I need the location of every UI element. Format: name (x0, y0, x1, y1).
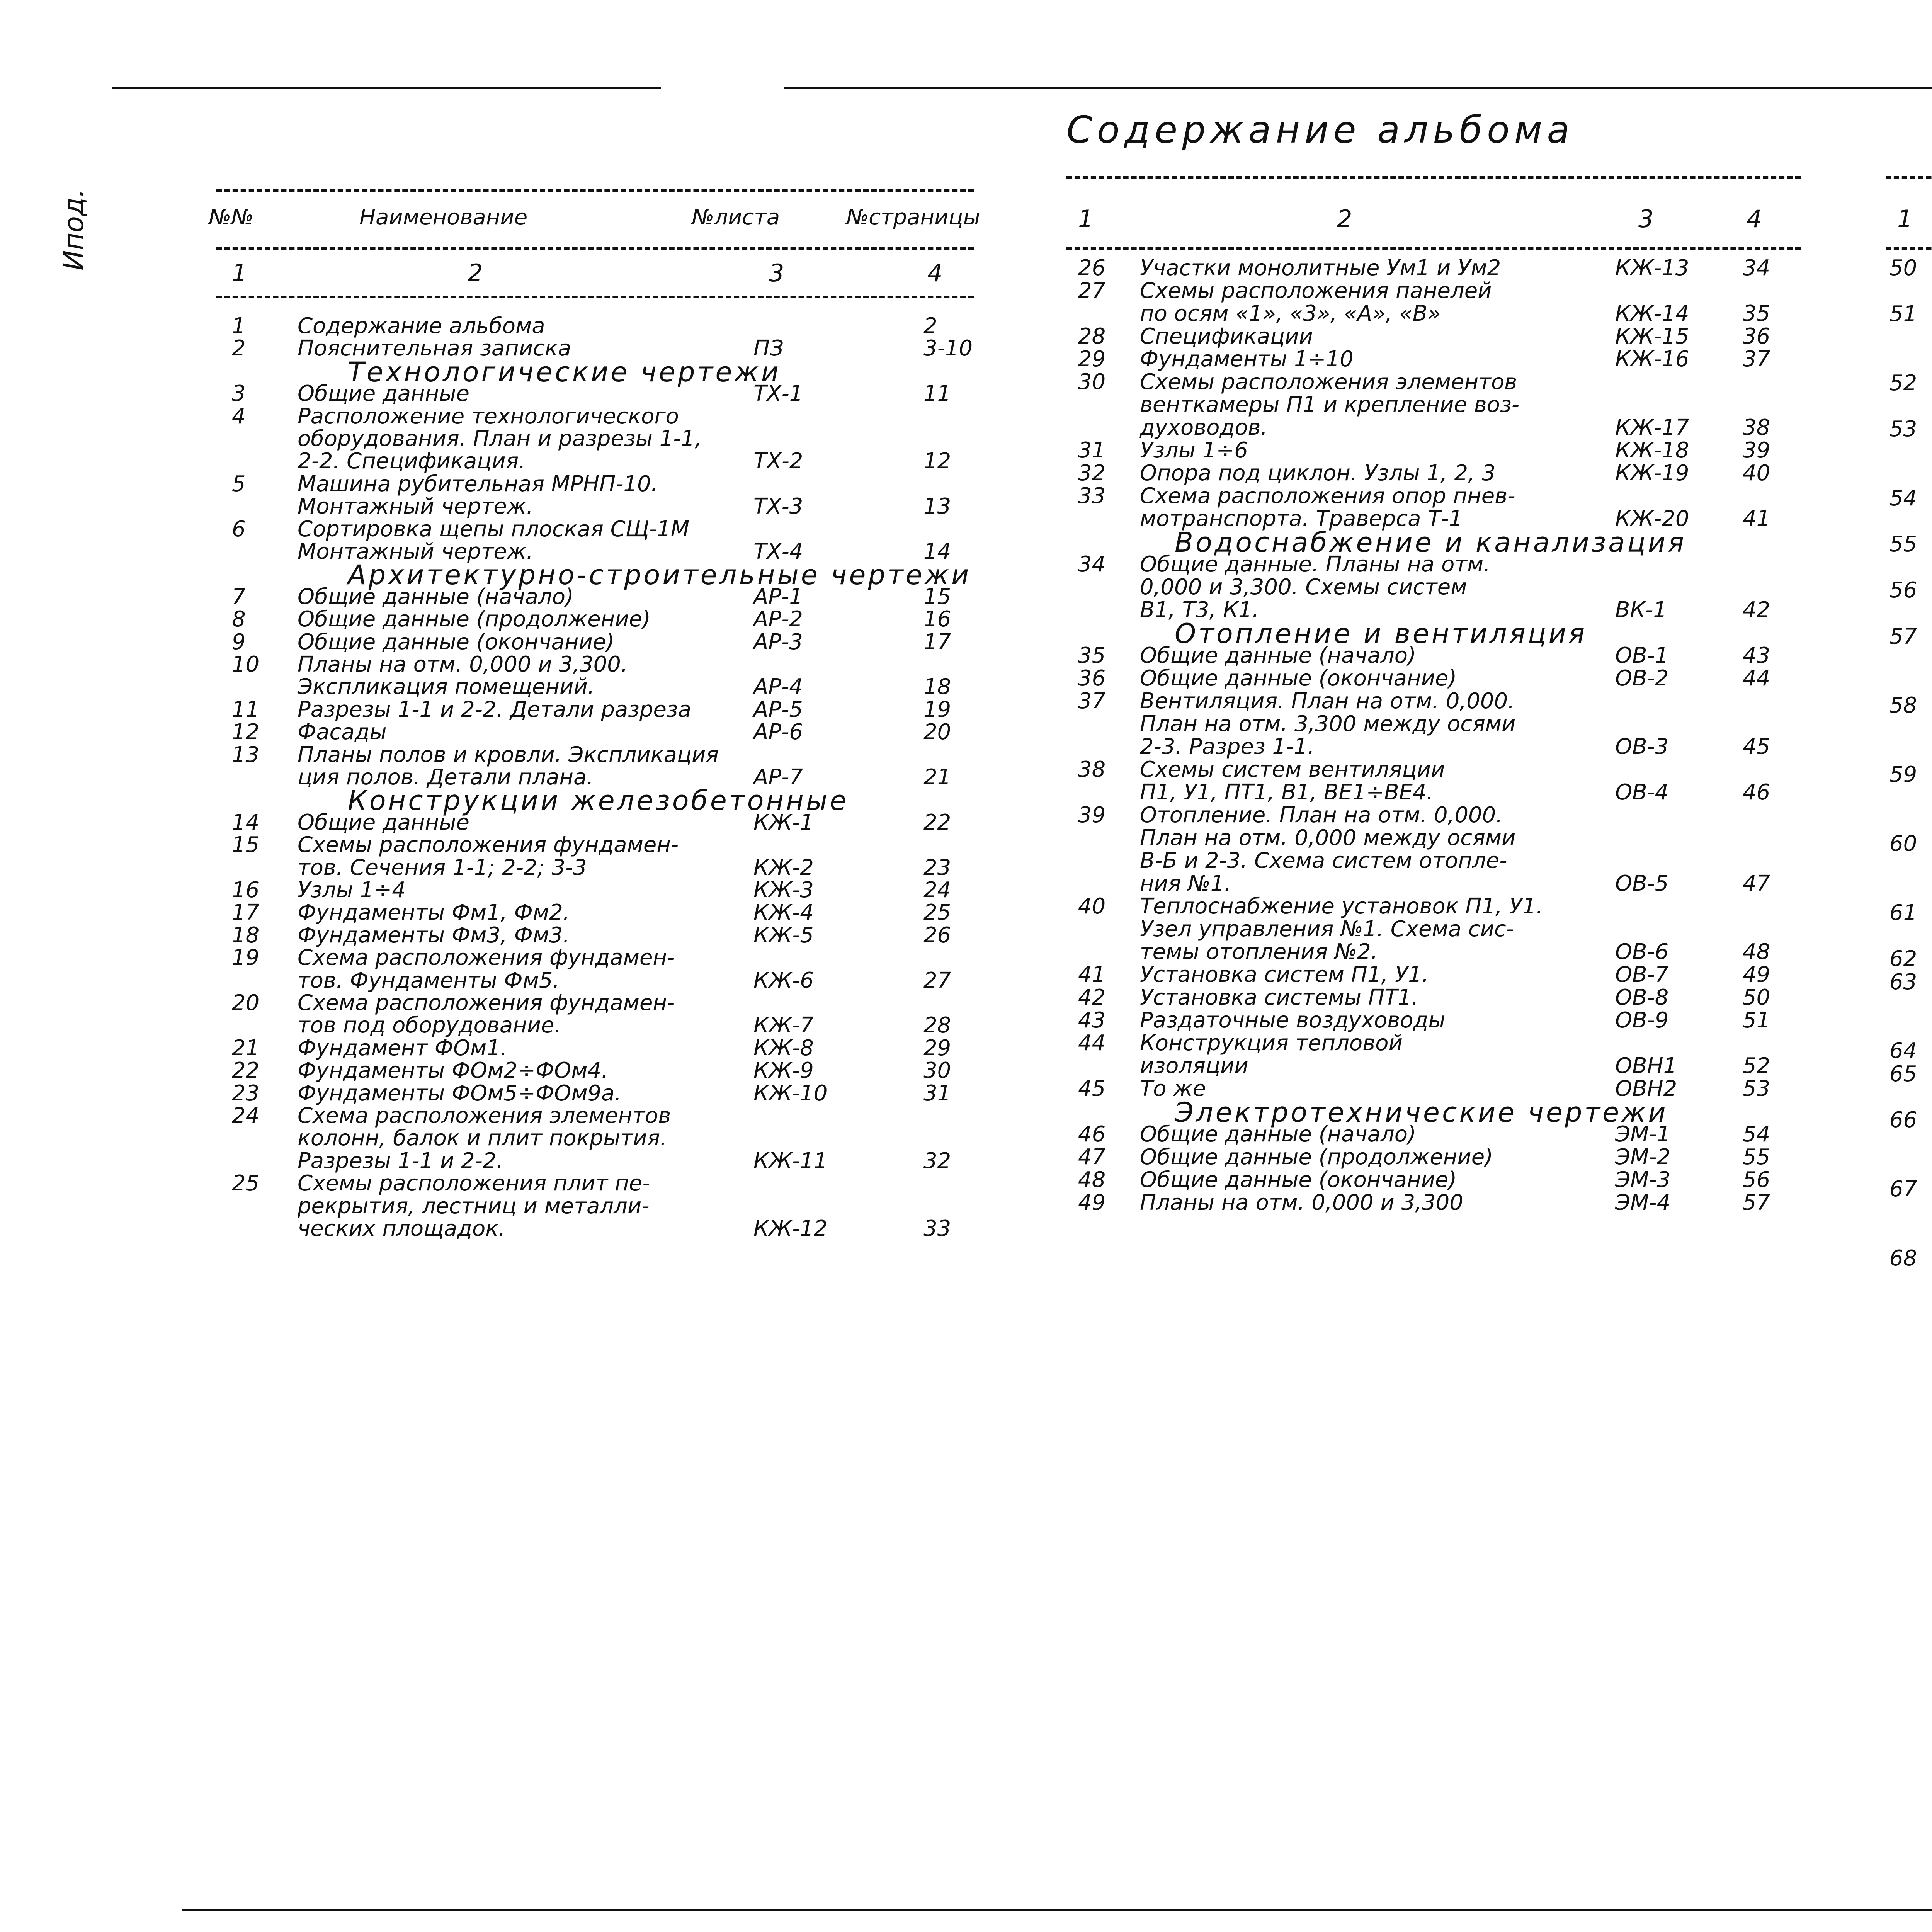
middle-row-number: 42 (1078, 985, 1106, 1010)
left-row-sheet: КЖ-9 (753, 1058, 814, 1083)
left-row-number: 18 (232, 922, 260, 948)
left-colnum-1: 1 (232, 259, 247, 287)
right-row-number: 63 (1889, 969, 1917, 995)
right-row-number: 52 (1889, 371, 1917, 396)
middle-row-title-line: Общие данные. Планы на отм. (1140, 552, 1491, 577)
left-row-sheet: КЖ-5 (753, 922, 814, 948)
middle-row-title-line: Общие данные (окончание) (1140, 1167, 1457, 1192)
left-row-page: 11 (923, 381, 951, 406)
middle-row-page: 36 (1743, 324, 1770, 349)
middle-row-page: 55 (1743, 1145, 1770, 1170)
left-row-page: 31 (923, 1080, 951, 1106)
left-row-sheet: КЖ-11 (753, 1148, 828, 1173)
left-row-sheet: КЖ-3 (753, 878, 814, 903)
left-row-title-line: Узлы 1÷4 (298, 878, 406, 903)
middle-row-title-line: Схемы систем вентиляции (1140, 757, 1445, 782)
left-row-title-line: Фасады (298, 719, 387, 745)
middle-row-page: 44 (1743, 666, 1770, 691)
left-row-page: 27 (923, 968, 951, 993)
middle-row-page: 49 (1743, 962, 1770, 987)
top-border-left (112, 87, 661, 89)
middle-row-sheet: КЖ-15 (1615, 324, 1689, 349)
middle-row-title-line: То же (1140, 1076, 1206, 1101)
left-header-number: №№ (209, 205, 254, 230)
left-row-title-line: тов. Сечения 1-1; 2-2; 3-3 (298, 855, 587, 880)
left-row-sheet: КЖ-6 (753, 968, 814, 993)
middle-row-sheet: ОВ-9 (1615, 1008, 1669, 1033)
left-row-title-line: Пояснительная записка (298, 336, 571, 361)
left-table-header-line (216, 247, 974, 250)
middle-row-title-line: Отопление. План на отм. 0,000. (1140, 803, 1503, 828)
middle-row-title-line: венткамеры П1 и крепление воз- (1140, 392, 1520, 417)
left-row-title-line: Общие данные (окончание) (298, 629, 615, 655)
right-colnum-1: 1 (1897, 205, 1913, 233)
right-table-top-line (1886, 176, 1932, 179)
middle-row-sheet: ОВ-3 (1615, 734, 1669, 759)
middle-row-title-line: Схемы расположения панелей (1140, 278, 1492, 303)
middle-row-number: 35 (1078, 643, 1106, 668)
left-row-sheet: АР-7 (753, 765, 803, 790)
left-row-sheet: КЖ-4 (753, 900, 814, 925)
left-row-page: 24 (923, 878, 951, 903)
middle-row-page: 50 (1743, 985, 1770, 1010)
left-row-page: 13 (923, 494, 951, 519)
left-row-sheet: ТХ-1 (753, 381, 803, 406)
left-row-number: 24 (232, 1103, 260, 1128)
middle-row-page: 37 (1743, 347, 1770, 372)
middle-row-number: 34 (1078, 552, 1106, 577)
middle-row-title-line: 0,000 и 3,300. Схемы систем (1140, 575, 1467, 600)
middle-row-page: 53 (1743, 1076, 1770, 1101)
middle-row-title-line: изоляции (1140, 1053, 1248, 1078)
right-row-number: 61 (1889, 900, 1917, 925)
left-row-title-line: ческих площадок. (298, 1216, 505, 1241)
left-row-title-line: Фундамент ФОм1. (298, 1035, 507, 1061)
left-row-page: 23 (923, 855, 951, 880)
left-row-sheet: КЖ-8 (753, 1035, 814, 1061)
left-row-page: 22 (923, 810, 951, 835)
middle-row-sheet: ОВ-8 (1615, 985, 1669, 1010)
left-row-number: 25 (232, 1171, 260, 1196)
left-row-number: 10 (232, 652, 260, 677)
left-row-title-line: Машина рубительная МРНП-10. (298, 471, 658, 497)
left-row-title-line: 2-2. Спецификация. (298, 449, 526, 474)
middle-row-title-line: Схема расположения опор пнев- (1140, 483, 1515, 509)
right-row-number: 51 (1889, 301, 1917, 327)
left-row-page: 29 (923, 1035, 951, 1061)
middle-row-title-line: 2-3. Разрез 1-1. (1140, 734, 1315, 759)
left-row-page: 2 (923, 313, 937, 338)
left-row-sheet: КЖ-7 (753, 1013, 814, 1038)
left-table-top-line (216, 189, 974, 192)
right-row-number: 50 (1889, 255, 1917, 281)
left-row-number: 3 (232, 381, 246, 406)
left-row-page: 26 (923, 922, 951, 948)
middle-row-title-line: Опора под циклон. Узлы 1, 2, 3 (1140, 461, 1496, 486)
left-row-title-line: Фундаменты ФОм2÷ФОм4. (298, 1058, 608, 1083)
middle-row-title-line: Общие данные (окончание) (1140, 666, 1457, 691)
middle-row-number: 37 (1078, 689, 1106, 714)
middle-row-sheet: КЖ-16 (1615, 347, 1689, 372)
middle-row-sheet: ОВ-5 (1615, 871, 1669, 896)
left-row-sheet: ТХ-3 (753, 494, 803, 519)
left-row-page: 16 (923, 607, 951, 632)
middle-row-sheet: ОВН1 (1615, 1053, 1677, 1078)
middle-table-top-line (1066, 176, 1801, 179)
middle-row-page: 51 (1743, 1008, 1770, 1033)
middle-row-page: 42 (1743, 597, 1770, 622)
middle-row-title-line: Общие данные (начало) (1140, 643, 1416, 668)
middle-row-title-line: Узел управления №1. Схема сис- (1140, 917, 1514, 942)
left-row-sheet: ПЗ (753, 336, 784, 361)
right-row-number: 65 (1889, 1061, 1917, 1087)
middle-row-page: 46 (1743, 780, 1770, 805)
left-row-number: 8 (232, 607, 246, 632)
middle-row-sheet: ОВ-2 (1615, 666, 1669, 691)
left-row-title-line: Содержание альбома (298, 313, 545, 338)
left-row-sheet: АР-4 (753, 674, 803, 700)
middle-row-sheet: ОВ-6 (1615, 939, 1669, 964)
left-row-number: 21 (232, 1035, 260, 1061)
left-row-number: 5 (232, 471, 246, 497)
left-section-heading: Архитектурно-строительные чертежи (348, 559, 971, 591)
middle-table-header-line (1066, 247, 1801, 250)
middle-row-title-line: В1, Т3, К1. (1140, 597, 1259, 622)
left-row-page: 30 (923, 1058, 951, 1083)
middle-section-heading: Водоснабжение и канализация (1175, 527, 1687, 558)
left-row-number: 4 (232, 403, 246, 429)
left-table-colnum-line (216, 296, 974, 298)
left-row-title-line: Общие данные (начало) (298, 584, 574, 609)
left-colnum-2: 2 (468, 259, 483, 287)
left-section-heading: Технологические чертежи (348, 356, 781, 388)
middle-row-title-line: Схемы расположения элементов (1140, 369, 1517, 395)
left-row-title-line: Монтажный чертеж. (298, 494, 534, 519)
middle-row-number: 44 (1078, 1031, 1106, 1056)
left-row-page: 25 (923, 900, 951, 925)
inventory-label: Ипод. (58, 189, 90, 270)
left-row-number: 13 (232, 742, 260, 767)
left-row-page: 17 (923, 629, 951, 655)
right-table-header-line (1886, 247, 1932, 250)
left-row-sheet: АР-1 (753, 584, 803, 609)
middle-row-title-line: В-Б и 2-3. Схема систем отопле- (1140, 848, 1507, 873)
right-row-number: 62 (1889, 946, 1917, 971)
middle-row-title-line: Узлы 1÷6 (1140, 438, 1248, 463)
middle-row-title-line: Установка системы ПТ1. (1140, 985, 1418, 1010)
middle-row-page: 52 (1743, 1053, 1770, 1078)
left-row-page: 33 (923, 1216, 951, 1241)
left-row-sheet: АР-3 (753, 629, 803, 655)
left-row-number: 12 (232, 719, 260, 745)
top-border-right (784, 87, 1932, 89)
middle-row-number: 33 (1078, 483, 1106, 509)
middle-row-title-line: Участки монолитные Ум1 и Ум2 (1140, 255, 1501, 281)
middle-row-page: 34 (1743, 255, 1770, 281)
middle-row-title-line: по осям «1», «3», «А», «В» (1140, 301, 1441, 326)
left-row-page: 20 (923, 719, 951, 745)
middle-row-number: 31 (1078, 438, 1106, 463)
middle-row-page: 56 (1743, 1167, 1770, 1192)
middle-row-page: 57 (1743, 1190, 1770, 1215)
middle-row-sheet: КЖ-14 (1615, 301, 1689, 326)
middle-row-page: 45 (1743, 734, 1770, 759)
middle-row-number: 32 (1078, 461, 1106, 486)
middle-row-sheet: ОВ-1 (1615, 643, 1669, 668)
middle-row-title-line: План на отм. 3,300 между осями (1140, 711, 1516, 736)
left-row-sheet: АР-5 (753, 697, 803, 722)
left-row-title-line: рекрытия, лестниц и металли- (298, 1193, 650, 1219)
middle-row-sheet: ОВ-7 (1615, 962, 1669, 987)
middle-row-number: 30 (1078, 369, 1106, 395)
left-row-page: 12 (923, 449, 951, 474)
left-row-number: 22 (232, 1058, 260, 1083)
left-row-title-line: Общие данные (298, 381, 469, 406)
left-row-title-line: Фундаменты ФОм5÷ФОм9а. (298, 1080, 622, 1106)
left-row-sheet: АР-6 (753, 719, 803, 745)
right-row-number: 68 (1889, 1245, 1917, 1271)
middle-row-page: 41 (1743, 506, 1770, 531)
middle-row-sheet: ЭМ-2 (1615, 1145, 1671, 1170)
left-row-title-line: Фундаменты Фм3, Фм3. (298, 922, 570, 948)
left-row-number: 7 (232, 584, 246, 609)
left-row-title-line: тов. Фундаменты Фм5. (298, 968, 560, 993)
right-row-number: 66 (1889, 1107, 1917, 1133)
middle-row-number: 38 (1078, 757, 1106, 782)
right-row-number: 64 (1889, 1038, 1917, 1064)
left-row-title-line: тов под оборудование. (298, 1013, 561, 1038)
left-row-title-line: Планы на отм. 0,000 и 3,300. (298, 652, 628, 677)
left-row-sheet: ТХ-2 (753, 449, 803, 474)
left-row-title-line: Разрезы 1-1 и 2-2. (298, 1148, 503, 1173)
middle-row-sheet: КЖ-19 (1615, 461, 1689, 486)
middle-row-number: 27 (1078, 278, 1106, 303)
middle-row-title-line: мотранспорта. Траверса Т-1 (1140, 506, 1463, 531)
middle-section-heading: Отопление и вентиляция (1175, 618, 1587, 650)
middle-row-sheet: ЭМ-1 (1615, 1122, 1671, 1147)
middle-row-page: 40 (1743, 461, 1770, 486)
middle-section-heading: Электротехнические чертежи (1175, 1097, 1668, 1128)
left-row-title-line: Общие данные (298, 810, 469, 835)
left-row-sheet: КЖ-2 (753, 855, 814, 880)
left-row-page: 32 (923, 1148, 951, 1173)
left-row-number: 19 (232, 945, 260, 971)
middle-row-sheet: ЭМ-4 (1615, 1190, 1671, 1215)
left-row-page: 28 (923, 1013, 951, 1038)
left-row-number: 14 (232, 810, 260, 835)
left-row-number: 16 (232, 878, 260, 903)
left-row-title-line: Схемы расположения плит пе- (298, 1171, 650, 1196)
left-row-title-line: Сортировка щепы плоская СЩ-1М (298, 516, 690, 542)
left-row-title-line: колонн, балок и плит покрытия. (298, 1126, 667, 1151)
middle-row-title-line: Спецификации (1140, 324, 1313, 349)
middle-row-number: 26 (1078, 255, 1106, 281)
left-colnum-3: 3 (769, 259, 784, 287)
middle-row-sheet: ОВН2 (1615, 1076, 1677, 1101)
left-row-page: 19 (923, 697, 951, 722)
right-row-number: 55 (1889, 532, 1917, 557)
left-row-sheet: КЖ-1 (753, 810, 814, 835)
left-row-title-line: Схема расположения фундамен- (298, 990, 675, 1015)
left-row-number: 23 (232, 1080, 260, 1106)
middle-row-page: 38 (1743, 415, 1770, 440)
left-row-sheet: КЖ-12 (753, 1216, 828, 1241)
middle-colnum-4: 4 (1747, 205, 1762, 233)
middle-row-title-line: Фундаменты 1÷10 (1140, 347, 1354, 372)
left-row-number: 1 (232, 313, 246, 338)
right-row-number: 60 (1889, 831, 1917, 856)
middle-row-number: 28 (1078, 324, 1106, 349)
middle-row-number: 29 (1078, 347, 1106, 372)
left-row-title-line: Схемы расположения фундамен- (298, 832, 679, 858)
middle-row-number: 43 (1078, 1008, 1106, 1033)
middle-row-title-line: духоводов. (1140, 415, 1268, 440)
left-row-number: 2 (232, 336, 246, 361)
left-row-sheet: АР-2 (753, 607, 803, 632)
left-row-page: 18 (923, 674, 951, 700)
middle-row-number: 49 (1078, 1190, 1106, 1215)
middle-row-title-line: План на отм. 0,000 между осями (1140, 825, 1516, 850)
left-row-number: 9 (232, 629, 246, 655)
middle-colnum-1: 1 (1078, 205, 1094, 233)
left-row-title-line: Экспликация помещений. (298, 674, 595, 700)
middle-row-sheet: ВК-1 (1615, 597, 1667, 622)
left-row-title-line: Схема расположения фундамен- (298, 945, 675, 971)
middle-colnum-3: 3 (1638, 205, 1654, 233)
bottom-border (182, 1909, 1932, 1911)
middle-row-title-line: Планы на отм. 0,000 и 3,300 (1140, 1190, 1463, 1215)
middle-row-number: 40 (1078, 894, 1106, 919)
right-row-number: 67 (1889, 1177, 1917, 1202)
right-row-number: 53 (1889, 417, 1917, 442)
middle-row-number: 47 (1078, 1145, 1106, 1170)
middle-row-title-line: темы отопления №2. (1140, 939, 1378, 964)
middle-row-sheet: КЖ-17 (1615, 415, 1689, 440)
left-section-heading: Конструкции железобетонные (348, 785, 849, 817)
left-row-title-line: Общие данные (продолжение) (298, 607, 651, 632)
left-row-title-line: Планы полов и кровли. Экспликация (298, 742, 719, 767)
middle-row-number: 36 (1078, 666, 1106, 691)
left-row-sheet: КЖ-10 (753, 1080, 828, 1106)
right-row-number: 58 (1889, 693, 1917, 718)
middle-row-title-line: Вентиляция. План на отм. 0,000. (1140, 689, 1515, 714)
left-colnum-4: 4 (927, 259, 943, 287)
left-row-page: 21 (923, 765, 951, 790)
middle-row-sheet: ЭМ-3 (1615, 1167, 1671, 1192)
middle-row-page: 54 (1743, 1122, 1770, 1147)
left-row-title-line: Фундаменты Фм1, Фм2. (298, 900, 570, 925)
left-row-number: 17 (232, 900, 260, 925)
middle-row-page: 47 (1743, 871, 1770, 896)
middle-row-title-line: Раздаточные воздуховоды (1140, 1008, 1446, 1033)
middle-row-sheet: ОВ-4 (1615, 780, 1669, 805)
left-row-page: 14 (923, 539, 951, 564)
right-row-number: 54 (1889, 486, 1917, 511)
middle-row-sheet: КЖ-13 (1615, 255, 1689, 281)
left-header-name: Наименование (359, 205, 528, 230)
middle-row-number: 45 (1078, 1076, 1106, 1101)
right-row-number: 57 (1889, 624, 1917, 649)
page-title: Содержание альбома (1066, 108, 1575, 151)
right-row-number: 56 (1889, 578, 1917, 603)
left-row-number: 20 (232, 990, 260, 1015)
middle-row-number: 41 (1078, 962, 1106, 987)
left-header-sheet: №листа (692, 205, 780, 230)
right-row-number: 59 (1889, 762, 1917, 787)
left-row-number: 15 (232, 832, 260, 858)
middle-row-number: 39 (1078, 803, 1106, 828)
left-row-title-line: Разрезы 1-1 и 2-2. Детали разреза (298, 697, 692, 722)
left-row-title-line: Монтажный чертеж. (298, 539, 534, 564)
middle-row-title-line: Конструкция тепловой (1140, 1031, 1403, 1056)
left-header-page: №страницы (846, 205, 980, 230)
left-row-title-line: оборудования. План и разрезы 1-1, (298, 426, 702, 451)
middle-row-title-line: ния №1. (1140, 871, 1231, 896)
left-row-sheet: ТХ-4 (753, 539, 803, 564)
middle-row-title-line: Общие данные (начало) (1140, 1122, 1416, 1147)
middle-row-number: 48 (1078, 1167, 1106, 1192)
middle-row-page: 35 (1743, 301, 1770, 326)
middle-row-page: 48 (1743, 939, 1770, 964)
middle-row-title-line: Установка систем П1, У1. (1140, 962, 1429, 987)
middle-row-page: 39 (1743, 438, 1770, 463)
left-row-title-line: ция полов. Детали плана. (298, 765, 594, 790)
middle-row-title-line: Теплоснабжение установок П1, У1. (1140, 894, 1543, 919)
middle-row-page: 43 (1743, 643, 1770, 668)
left-row-page: 3-10 (923, 336, 973, 361)
middle-row-title-line: П1, У1, ПТ1, В1, ВЕ1÷ВЕ4. (1140, 780, 1434, 805)
middle-row-sheet: КЖ-18 (1615, 438, 1689, 463)
left-row-page: 15 (923, 584, 951, 609)
middle-row-title-line: Общие данные (продолжение) (1140, 1145, 1493, 1170)
left-row-number: 6 (232, 516, 246, 542)
middle-row-number: 46 (1078, 1122, 1106, 1147)
left-row-title-line: Расположение технологического (298, 403, 679, 429)
left-row-title-line: Схема расположения элементов (298, 1103, 671, 1128)
left-row-number: 11 (232, 697, 260, 722)
middle-colnum-2: 2 (1337, 205, 1352, 233)
middle-row-sheet: КЖ-20 (1615, 506, 1689, 531)
